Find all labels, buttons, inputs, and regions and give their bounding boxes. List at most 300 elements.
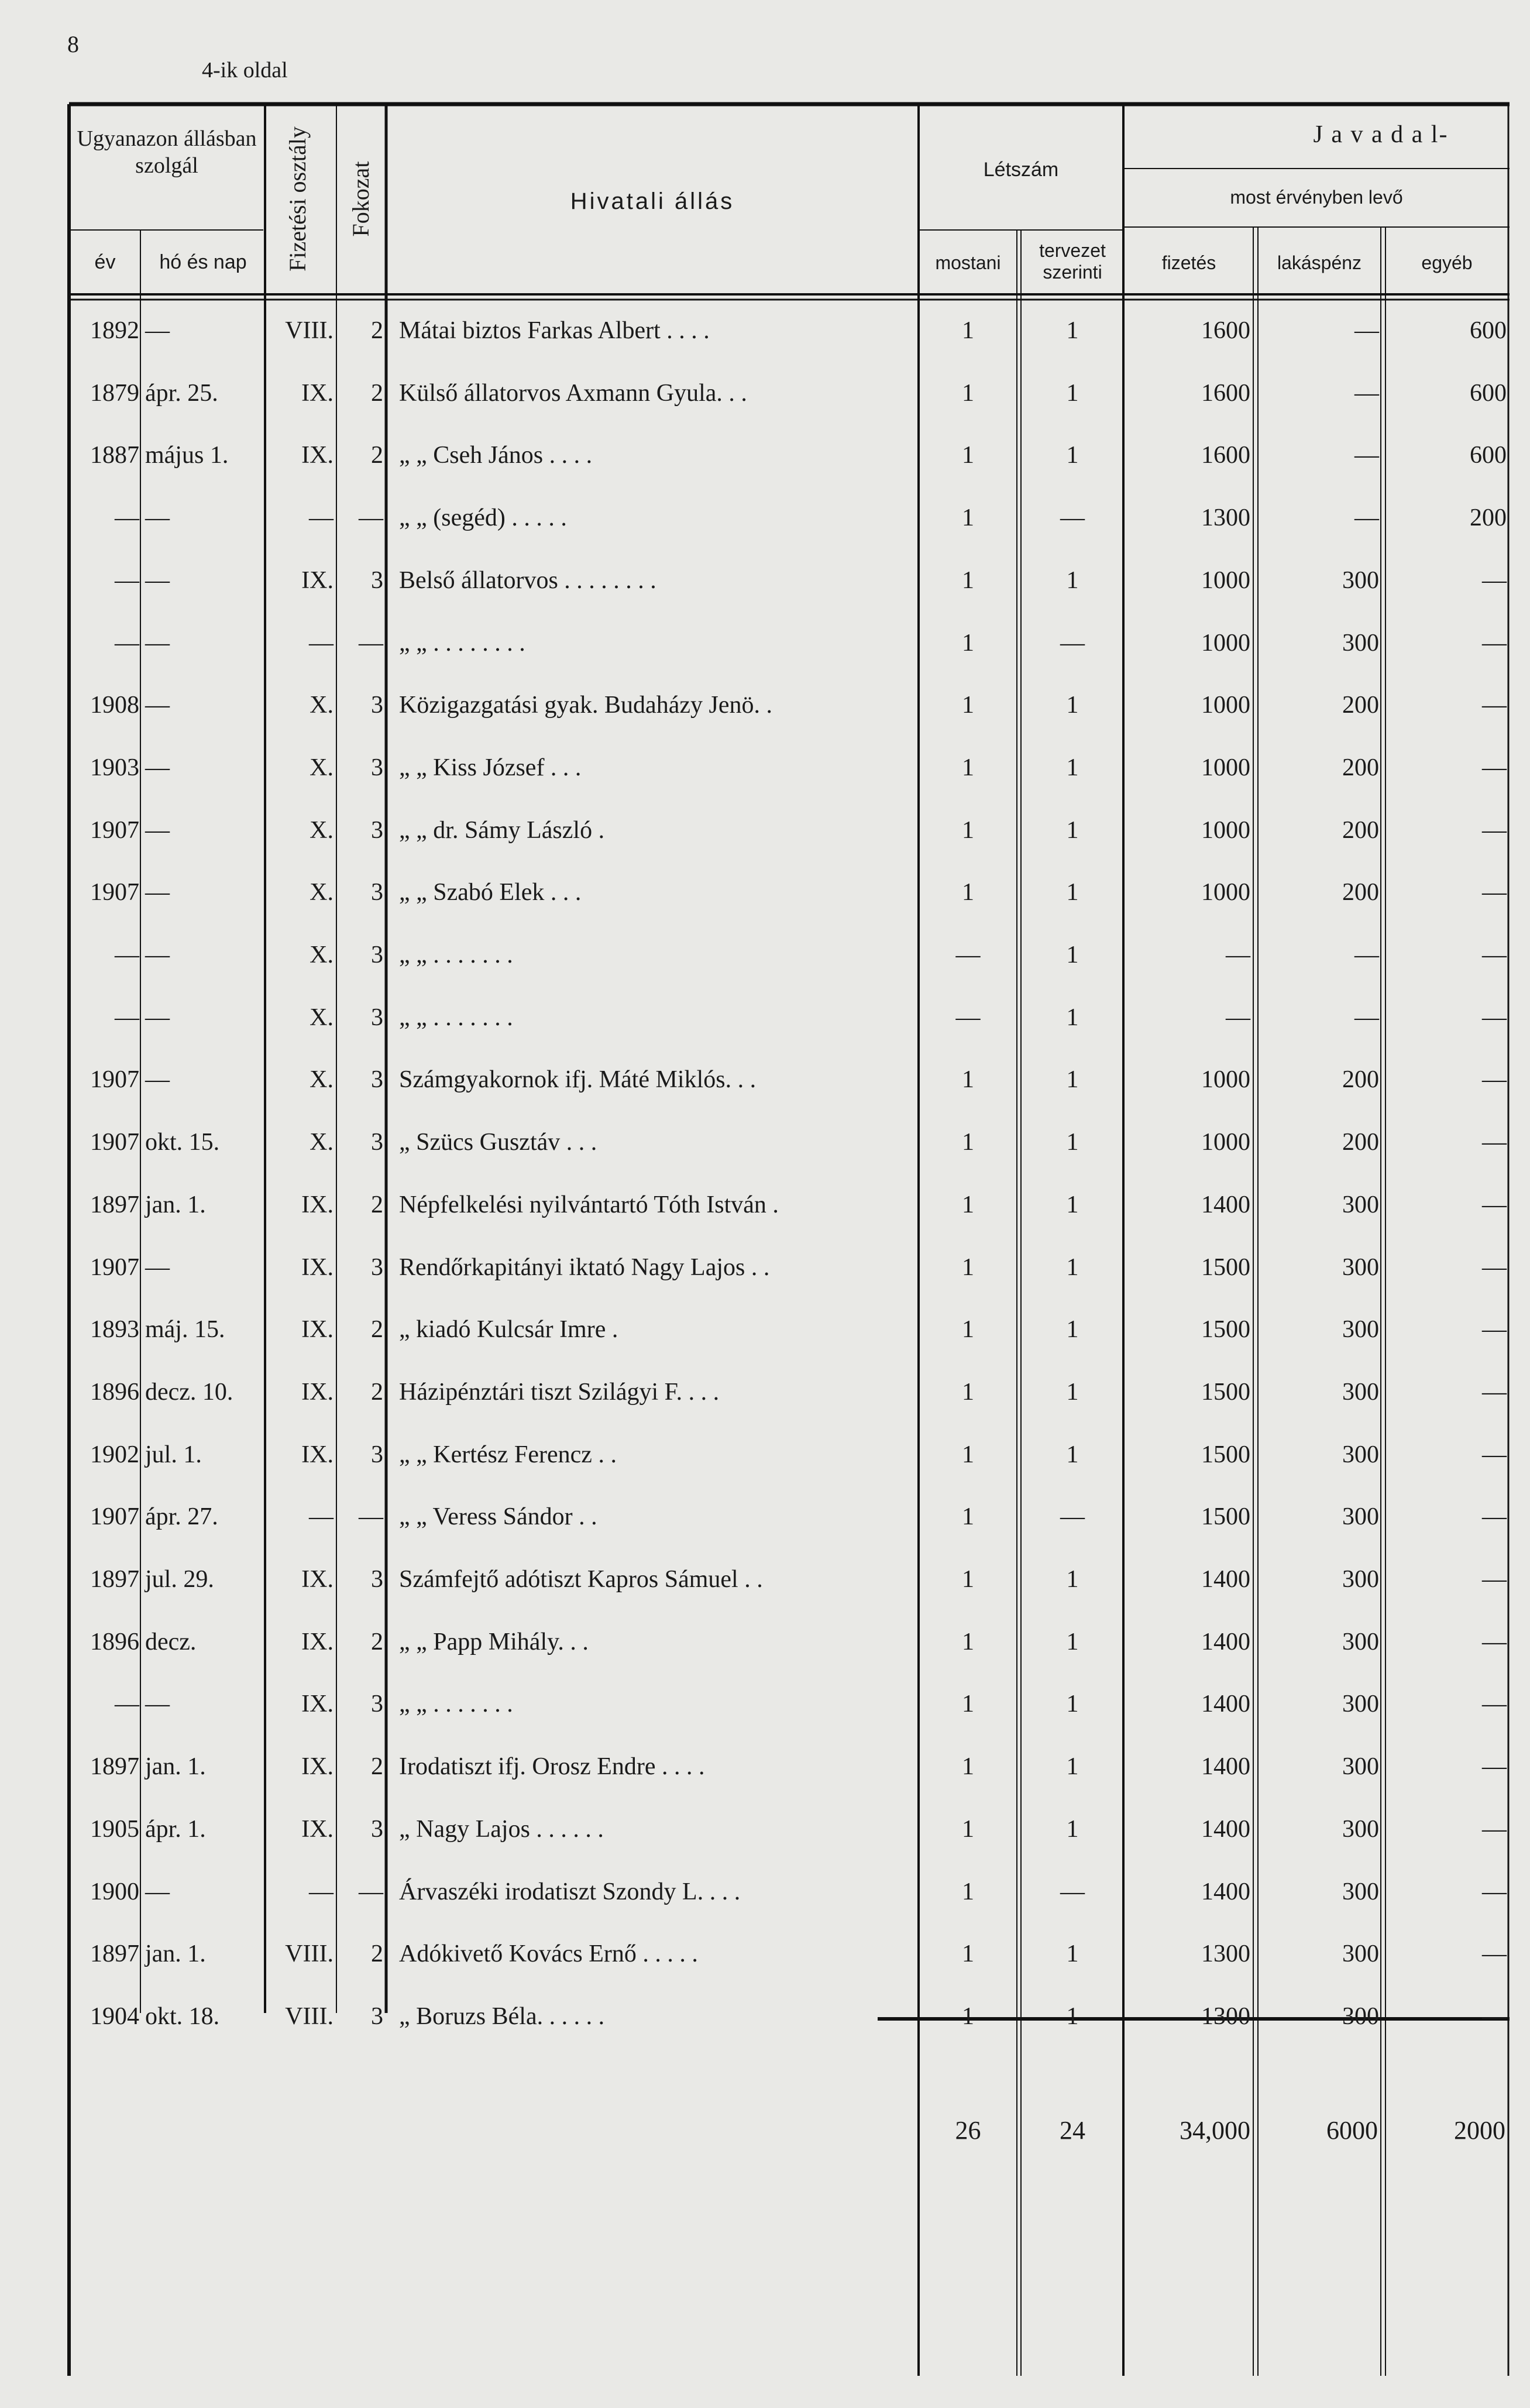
- cell-salary: 1600: [1201, 442, 1250, 469]
- cell-position: „ „ Papp Mihály. . .: [399, 1629, 589, 1655]
- cell-housing: 300: [1342, 1503, 1379, 1530]
- cell-position: „ „ Kertész Ferencz . .: [399, 1441, 617, 1468]
- cell-housing: 200: [1342, 1129, 1379, 1156]
- cell-pay-class: —: [309, 504, 333, 531]
- cell-other: —: [1482, 1940, 1507, 1967]
- cell-other: —: [1482, 1629, 1507, 1655]
- cell-other: —: [1482, 1129, 1507, 1156]
- cell-grade: 2: [371, 380, 383, 407]
- cell-year: 1902: [90, 1441, 139, 1468]
- cell-current: 1: [962, 1191, 974, 1218]
- cell-planned: 1: [1066, 1379, 1079, 1406]
- cell-grade: 3: [371, 692, 383, 719]
- cell-planned: 1: [1066, 380, 1079, 407]
- cell-pay-class: X.: [310, 1066, 333, 1093]
- cell-current: 1: [962, 1629, 974, 1655]
- cell-position: Népfelkelési nyilvántartó Tóth István .: [399, 1191, 779, 1218]
- cell-current: 1: [962, 1753, 974, 1780]
- cell-other: 600: [1470, 442, 1507, 469]
- cell-position: „ „ dr. Sámy László .: [399, 817, 605, 844]
- cell-housing: 300: [1342, 1316, 1379, 1343]
- cell-pay-class: IX.: [301, 1566, 333, 1593]
- cell-housing: 300: [1342, 630, 1379, 657]
- cell-housing: —: [1354, 942, 1379, 968]
- cell-grade: 2: [371, 442, 383, 469]
- cell-year: 1905: [90, 1816, 139, 1843]
- cell-pay-class: X.: [310, 817, 333, 844]
- cell-pay-class: X.: [310, 942, 333, 968]
- cell-planned: 1: [1066, 817, 1079, 844]
- cell-year: 1897: [90, 1191, 139, 1218]
- cell-date: jan. 1.: [145, 1191, 206, 1218]
- cell-date: —: [145, 754, 170, 781]
- cell-grade: —: [359, 1878, 383, 1905]
- cell-date: jan. 1.: [145, 1753, 206, 1780]
- cell-current: 1: [962, 1816, 974, 1843]
- cell-other: 200: [1470, 504, 1507, 531]
- header-other: egyéb: [1421, 252, 1473, 273]
- cell-current: 1: [962, 754, 974, 781]
- cell-date: —: [145, 1691, 170, 1717]
- cell-date: ápr. 1.: [145, 1816, 206, 1843]
- cell-year: 1907: [90, 879, 139, 906]
- cell-position: „ „ Szabó Elek . . .: [399, 879, 582, 906]
- cell-housing: 300: [1342, 1566, 1379, 1593]
- cell-year: 1887: [90, 442, 139, 469]
- cell-planned: 1: [1066, 1940, 1079, 1967]
- cell-date: ápr. 27.: [145, 1503, 218, 1530]
- cell-salary: 1600: [1201, 317, 1250, 344]
- total-salary: 34,000: [1180, 2116, 1250, 2145]
- cell-pay-class: IX.: [301, 442, 333, 469]
- header-position: Hivatali állás: [570, 188, 735, 214]
- cell-year: 1879: [90, 380, 139, 407]
- cell-planned: 1: [1066, 567, 1079, 594]
- cell-pay-class: IX.: [301, 380, 333, 407]
- cell-planned: —: [1060, 1503, 1085, 1530]
- cell-salary: 1400: [1201, 1191, 1250, 1218]
- cell-date: —: [145, 1878, 170, 1905]
- cell-salary: 1400: [1201, 1753, 1250, 1780]
- cell-other: —: [1482, 1816, 1507, 1843]
- cell-pay-class: IX.: [301, 1629, 333, 1655]
- cell-other: 600: [1470, 380, 1507, 407]
- header-housing: lakáspénz: [1277, 252, 1362, 273]
- cell-date: —: [145, 567, 170, 594]
- cell-position: Irodatiszt ifj. Orosz Endre . . . .: [399, 1753, 705, 1780]
- cell-grade: 3: [371, 879, 383, 906]
- cell-date: jul. 29.: [145, 1566, 214, 1593]
- cell-position: „ „ Veress Sándor . .: [399, 1503, 597, 1530]
- cell-year: 1892: [90, 317, 139, 344]
- cell-year: 1897: [90, 1566, 139, 1593]
- cell-year: —: [115, 1004, 139, 1031]
- cell-current: 1: [962, 1940, 974, 1967]
- cell-year: 1907: [90, 1129, 139, 1156]
- cell-position: Árvaszéki irodatiszt Szondy L. . . .: [399, 1878, 741, 1905]
- cell-grade: 2: [371, 317, 383, 344]
- cell-date: május 1.: [145, 442, 229, 469]
- cell-grade: 3: [371, 1816, 383, 1843]
- cell-current: 1: [962, 1316, 974, 1343]
- cell-date: máj. 15.: [145, 1316, 225, 1343]
- cell-planned: 1: [1066, 1753, 1079, 1780]
- cell-position: „ „ (segéd) . . . . .: [399, 504, 567, 531]
- cell-housing: 300: [1342, 1191, 1379, 1218]
- header-current: mostani: [935, 252, 1001, 273]
- cell-salary: 1000: [1201, 1129, 1250, 1156]
- cell-year: 1897: [90, 1940, 139, 1967]
- cell-salary: —: [1226, 942, 1250, 968]
- cell-grade: 3: [371, 1129, 383, 1156]
- cell-year: 1904: [90, 2003, 139, 2030]
- cell-position: Mátai biztos Farkas Albert . . . .: [399, 317, 710, 344]
- cell-salary: 1500: [1201, 1441, 1250, 1468]
- cell-salary: 1600: [1201, 380, 1250, 407]
- cell-position: „ „ . . . . . . . .: [399, 630, 525, 657]
- header-year: év: [94, 251, 116, 273]
- cell-pay-class: IX.: [301, 1316, 333, 1343]
- cell-planned: 1: [1066, 1629, 1079, 1655]
- cell-planned: 1: [1066, 2003, 1079, 2030]
- cell-planned: —: [1060, 504, 1085, 531]
- cell-salary: 1400: [1201, 1629, 1250, 1655]
- cell-current: 1: [962, 692, 974, 719]
- cell-current: 1: [962, 1254, 974, 1281]
- cell-housing: —: [1354, 1004, 1379, 1031]
- cell-salary: —: [1226, 1004, 1250, 1031]
- cell-other: —: [1482, 1503, 1507, 1530]
- cell-planned: —: [1060, 630, 1085, 657]
- cell-pay-class: —: [309, 1878, 333, 1905]
- cell-grade: —: [359, 504, 383, 531]
- cell-salary: 1400: [1201, 1878, 1250, 1905]
- cell-housing: 300: [1342, 1379, 1379, 1406]
- cell-housing: 300: [1342, 1629, 1379, 1655]
- cell-date: —: [145, 879, 170, 906]
- cell-salary: 1000: [1201, 1066, 1250, 1093]
- cell-salary: 1000: [1201, 879, 1250, 906]
- cell-pay-class: IX.: [301, 1441, 333, 1468]
- cell-other: —: [1482, 817, 1507, 844]
- cell-pay-class: IX.: [301, 567, 333, 594]
- cell-pay-class: —: [309, 630, 333, 657]
- cell-other: —: [1482, 1441, 1507, 1468]
- cell-salary: 1400: [1201, 1816, 1250, 1843]
- cell-salary: 1500: [1201, 1379, 1250, 1406]
- cell-current: 1: [962, 317, 974, 344]
- cell-current: 1: [962, 817, 974, 844]
- cell-other: —: [1482, 1566, 1507, 1593]
- cell-date: decz. 10.: [145, 1379, 233, 1406]
- cell-grade: 2: [371, 1753, 383, 1780]
- cell-date: okt. 15.: [145, 1129, 220, 1156]
- cell-salary: 1400: [1201, 1566, 1250, 1593]
- cell-pay-class: VIII.: [285, 2003, 333, 2030]
- cell-position: Házipénztári tiszt Szilágyi F. . . .: [399, 1379, 720, 1406]
- page-number: 8: [67, 31, 79, 57]
- cell-planned: 1: [1066, 754, 1079, 781]
- cell-current: 1: [962, 1878, 974, 1905]
- header-salary: fizetés: [1161, 252, 1216, 273]
- cell-pay-class: IX.: [301, 1254, 333, 1281]
- cell-housing: 200: [1342, 692, 1379, 719]
- cell-current: 1: [962, 630, 974, 657]
- cell-current: 1: [962, 1066, 974, 1093]
- cell-planned: 1: [1066, 1191, 1079, 1218]
- cell-other: —: [1482, 1753, 1507, 1780]
- cell-other: —: [1482, 1878, 1507, 1905]
- cell-date: jul. 1.: [145, 1441, 202, 1468]
- header-emoluments: J a v a d a l-: [1313, 121, 1449, 148]
- cell-salary: 1000: [1201, 567, 1250, 594]
- cell-pay-class: X.: [310, 1129, 333, 1156]
- cell-year: 1907: [90, 1066, 139, 1093]
- header-planned: tervezet szerinti: [1039, 240, 1106, 283]
- cell-other: —: [1482, 1691, 1507, 1717]
- cell-planned: 1: [1066, 442, 1079, 469]
- cell-housing: —: [1354, 442, 1379, 469]
- cell-housing: 200: [1342, 1066, 1379, 1093]
- cell-planned: 1: [1066, 1254, 1079, 1281]
- cell-current: —: [955, 942, 981, 968]
- cell-other: —: [1482, 879, 1507, 906]
- cell-salary: 1300: [1201, 504, 1250, 531]
- cell-planned: 1: [1066, 1066, 1079, 1093]
- cell-current: 1: [962, 1129, 974, 1156]
- cell-housing: —: [1354, 317, 1379, 344]
- cell-planned: 1: [1066, 1691, 1079, 1717]
- cell-grade: 3: [371, 567, 383, 594]
- cell-date: —: [145, 1004, 170, 1031]
- header-headcount: Létszám: [983, 159, 1059, 181]
- cell-pay-class: VIII.: [285, 317, 333, 344]
- cell-salary: 1000: [1201, 630, 1250, 657]
- cell-grade: 2: [371, 1379, 383, 1406]
- cell-housing: 300: [1342, 1940, 1379, 1967]
- page-label: 4-ik oldal: [202, 58, 288, 83]
- cell-other: —: [1482, 630, 1507, 657]
- cell-grade: 2: [371, 1316, 383, 1343]
- cell-other: —: [1482, 1254, 1507, 1281]
- cell-year: —: [115, 567, 139, 594]
- cell-current: 1: [962, 1379, 974, 1406]
- cell-other: —: [1482, 692, 1507, 719]
- cell-other: —: [1482, 1379, 1507, 1406]
- cell-grade: —: [359, 630, 383, 657]
- cell-grade: 3: [371, 2003, 383, 2030]
- cell-year: —: [115, 630, 139, 657]
- cell-planned: 1: [1066, 317, 1079, 344]
- cell-position: Közigazgatási gyak. Budaházy Jenö. .: [399, 692, 772, 719]
- cell-planned: 1: [1066, 879, 1079, 906]
- cell-other: —: [1482, 942, 1507, 968]
- cell-salary: 1000: [1201, 692, 1250, 719]
- cell-grade: 3: [371, 1004, 383, 1031]
- cell-date: okt. 18.: [145, 2003, 220, 2030]
- cell-pay-class: X.: [310, 1004, 333, 1031]
- cell-current: 1: [962, 1441, 974, 1468]
- cell-date: jan. 1.: [145, 1940, 206, 1967]
- header-service-group: Ugyanazon állásban szolgál: [77, 126, 257, 178]
- cell-year: 1907: [90, 1254, 139, 1281]
- cell-current: 1: [962, 567, 974, 594]
- cell-year: 1908: [90, 692, 139, 719]
- cell-pay-class: IX.: [301, 1816, 333, 1843]
- cell-position: „ „ . . . . . . .: [399, 942, 513, 968]
- cell-year: 1893: [90, 1316, 139, 1343]
- cell-current: 1: [962, 380, 974, 407]
- cell-housing: 300: [1342, 1878, 1379, 1905]
- cell-salary: 1300: [1201, 2003, 1250, 2030]
- cell-salary: 1500: [1201, 1316, 1250, 1343]
- cell-date: decz.: [145, 1629, 197, 1655]
- cell-pay-class: IX.: [301, 1691, 333, 1717]
- cell-pay-class: IX.: [301, 1753, 333, 1780]
- cell-current: —: [955, 1004, 981, 1031]
- cell-planned: 1: [1066, 692, 1079, 719]
- cell-position: Számgyakornok ifj. Máté Miklós. . .: [399, 1066, 757, 1093]
- cell-position: „ Szücs Gusztáv . . .: [399, 1129, 597, 1156]
- cell-position: „ „ Kiss József . . .: [399, 754, 582, 781]
- cell-housing: 300: [1342, 1816, 1379, 1843]
- total-housing: 6000: [1326, 2116, 1378, 2145]
- cell-salary: 1000: [1201, 754, 1250, 781]
- cell-planned: —: [1060, 1878, 1085, 1905]
- cell-date: ápr. 25.: [145, 380, 218, 407]
- cell-year: —: [115, 1691, 139, 1717]
- cell-other: —: [1482, 1004, 1507, 1031]
- total-planned: 24: [1060, 2116, 1085, 2145]
- cell-other: —: [1482, 1191, 1507, 1218]
- cell-grade: 3: [371, 754, 383, 781]
- cell-position: Belső állatorvos . . . . . . . .: [399, 567, 656, 594]
- cell-current: 1: [962, 879, 974, 906]
- cell-position: „ Nagy Lajos . . . . . .: [399, 1816, 604, 1843]
- cell-housing: 300: [1342, 1441, 1379, 1468]
- cell-grade: 3: [371, 817, 383, 844]
- cell-grade: 2: [371, 1191, 383, 1218]
- header-pay-class: Fizetési osztály: [284, 126, 311, 272]
- cell-date: —: [145, 317, 170, 344]
- cell-grade: 2: [371, 1940, 383, 1967]
- cell-salary: 1500: [1201, 1254, 1250, 1281]
- total-other: 2000: [1454, 2116, 1505, 2145]
- cell-pay-class: X.: [310, 754, 333, 781]
- cell-other: —: [1482, 1316, 1507, 1343]
- cell-current: 1: [962, 1691, 974, 1717]
- cell-date: —: [145, 1254, 170, 1281]
- cell-housing: —: [1354, 380, 1379, 407]
- cell-current: 1: [962, 2003, 974, 2030]
- header-grade: Fokozat: [348, 161, 374, 237]
- cell-pay-class: IX.: [301, 1379, 333, 1406]
- cell-year: 1897: [90, 1753, 139, 1780]
- cell-pay-class: X.: [310, 692, 333, 719]
- cell-position: „ „ Cseh János . . . .: [399, 442, 593, 469]
- cell-grade: 3: [371, 1066, 383, 1093]
- cell-pay-class: X.: [310, 879, 333, 906]
- cell-position: Számfejtő adótiszt Kapros Sámuel . .: [399, 1566, 763, 1593]
- cell-planned: 1: [1066, 1441, 1079, 1468]
- cell-year: 1907: [90, 1503, 139, 1530]
- cell-grade: 2: [371, 1629, 383, 1655]
- cell-grade: 3: [371, 1441, 383, 1468]
- cell-year: —: [115, 942, 139, 968]
- cell-date: —: [145, 630, 170, 657]
- cell-date: —: [145, 817, 170, 844]
- cell-pay-class: —: [309, 1503, 333, 1530]
- cell-housing: —: [1354, 504, 1379, 531]
- cell-position: „ Boruzs Béla. . . . . .: [399, 2003, 605, 2030]
- cell-salary: 1000: [1201, 817, 1250, 844]
- cell-pay-class: IX.: [301, 1191, 333, 1218]
- cell-date: —: [145, 1066, 170, 1093]
- cell-year: —: [115, 504, 139, 531]
- cell-planned: 1: [1066, 1004, 1079, 1031]
- cell-planned: 1: [1066, 1316, 1079, 1343]
- header-valid-now: most érvényben levő: [1230, 187, 1403, 208]
- cell-salary: 1300: [1201, 1940, 1250, 1967]
- cell-grade: 3: [371, 1691, 383, 1717]
- cell-housing: 200: [1342, 817, 1379, 844]
- cell-date: —: [145, 504, 170, 531]
- cell-housing: 300: [1342, 1691, 1379, 1717]
- cell-planned: 1: [1066, 1566, 1079, 1593]
- cell-position: Adókivető Kovács Ernő . . . . .: [399, 1940, 698, 1967]
- total-current: 26: [955, 2116, 981, 2145]
- cell-salary: 1400: [1201, 1691, 1250, 1717]
- cell-position: „ kiadó Kulcsár Imre .: [399, 1316, 618, 1343]
- cell-date: —: [145, 692, 170, 719]
- cell-position: „ „ . . . . . . .: [399, 1691, 513, 1717]
- cell-other: 600: [1470, 317, 1507, 344]
- cell-current: 1: [962, 1503, 974, 1530]
- cell-housing: 300: [1342, 1254, 1379, 1281]
- cell-grade: 3: [371, 1566, 383, 1593]
- cell-grade: 3: [371, 942, 383, 968]
- cell-position: Rendőrkapitányi iktató Nagy Lajos . .: [399, 1254, 770, 1281]
- cell-position: Külső állatorvos Axmann Gyula. . .: [399, 380, 747, 407]
- cell-housing: 300: [1342, 2003, 1379, 2030]
- cell-housing: 300: [1342, 1753, 1379, 1780]
- cell-other: —: [1482, 2003, 1507, 2030]
- cell-current: 1: [962, 442, 974, 469]
- cell-current: 1: [962, 504, 974, 531]
- cell-year: 1903: [90, 754, 139, 781]
- cell-planned: 1: [1066, 942, 1079, 968]
- cell-year: 1896: [90, 1629, 139, 1655]
- cell-year: 1896: [90, 1379, 139, 1406]
- cell-year: 1907: [90, 817, 139, 844]
- cell-planned: 1: [1066, 1816, 1079, 1843]
- cell-housing: 200: [1342, 879, 1379, 906]
- cell-pay-class: VIII.: [285, 1940, 333, 1967]
- cell-other: —: [1482, 1066, 1507, 1093]
- cell-housing: 300: [1342, 567, 1379, 594]
- cell-salary: 1500: [1201, 1503, 1250, 1530]
- cell-other: —: [1482, 754, 1507, 781]
- header-month-day: hó és nap: [159, 251, 247, 273]
- cell-year: 1900: [90, 1878, 139, 1905]
- cell-other: —: [1482, 567, 1507, 594]
- cell-grade: 3: [371, 1254, 383, 1281]
- cell-current: 1: [962, 1566, 974, 1593]
- cell-position: „ „ . . . . . . .: [399, 1004, 513, 1031]
- cell-date: —: [145, 942, 170, 968]
- cell-planned: 1: [1066, 1129, 1079, 1156]
- cell-housing: 200: [1342, 754, 1379, 781]
